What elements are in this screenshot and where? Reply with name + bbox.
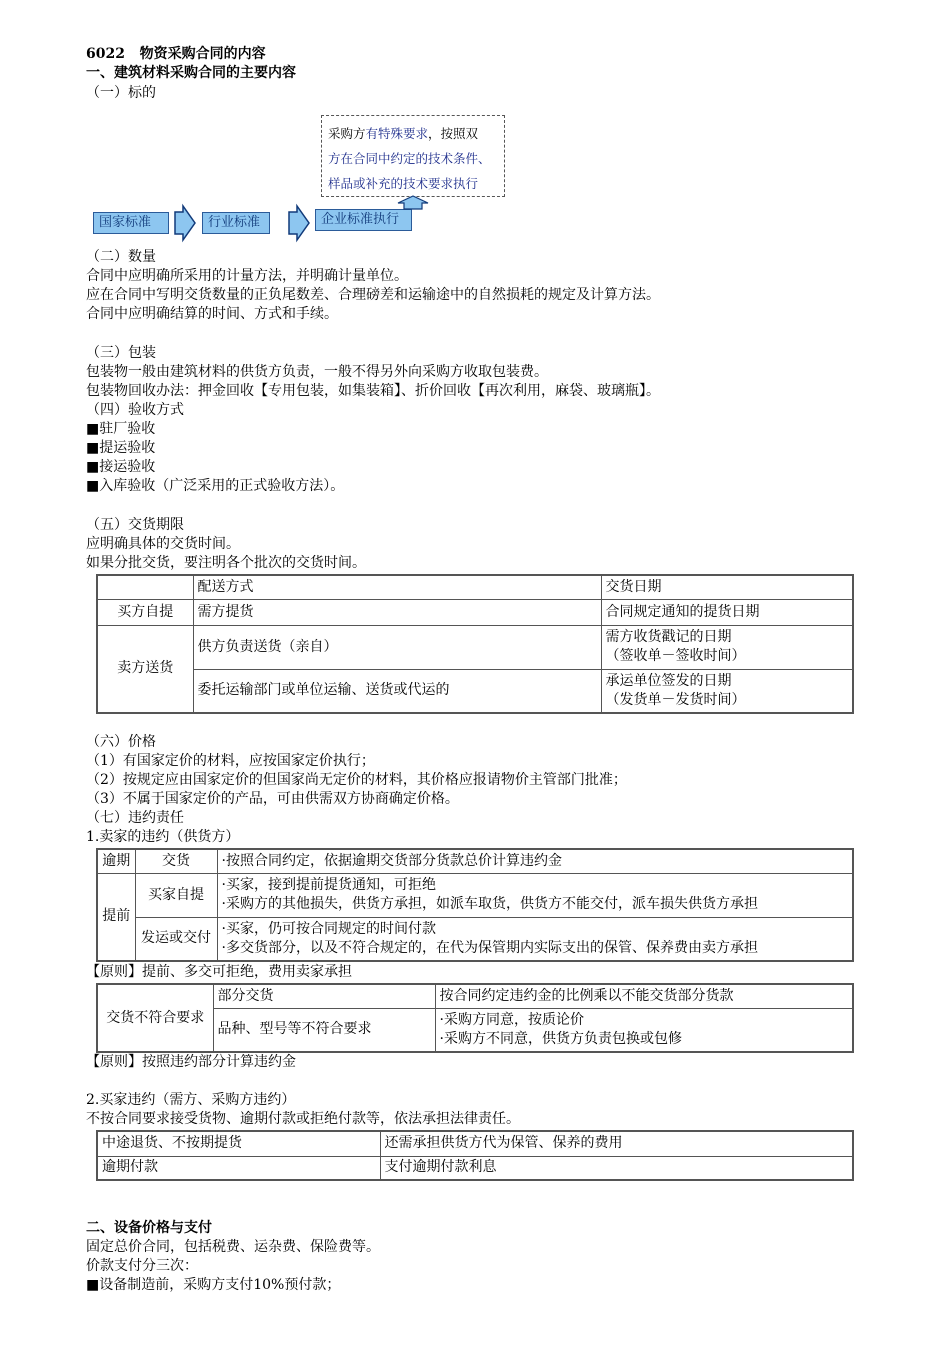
- right-arrow-icon: [175, 206, 195, 240]
- enterprise-standard-box: 企业标准执行: [315, 209, 412, 231]
- table-row: [97, 917, 853, 961]
- acceptance-item: ■驻厂验收: [86, 421, 156, 437]
- packing-line: 包装物一般由建筑材料的供货方负责，一般不得另外向采购方收取包装费。: [86, 364, 548, 380]
- price-line: （1）有国家定价的材料，应按国家定价执行；: [86, 753, 375, 769]
- table-row: [97, 984, 853, 1008]
- table-cell: [601, 625, 853, 669]
- diagram-arrows: [0, 0, 950, 260]
- table-row: [97, 599, 853, 625]
- buyer-breach-table: [96, 1130, 854, 1181]
- quantity-line: 合同中应明确所采用的计量方法，并明确计量单位。: [86, 268, 408, 284]
- subheading-subject: （一）标的: [86, 85, 156, 101]
- table-cell: 交货: [135, 849, 217, 873]
- table-row: [97, 849, 853, 873]
- table-cell: 品种、型号等不符合要求: [213, 1008, 435, 1052]
- table-cell: [217, 873, 853, 917]
- table-cell: [97, 575, 193, 599]
- table-cell: 供方负责送货（亲自）: [193, 625, 601, 669]
- equipment-item: ■设备制造前，采购方支付10%预付款；: [86, 1277, 341, 1293]
- table-header: 配送方式: [193, 575, 601, 599]
- subheading-acceptance: （四）验收方式: [86, 402, 184, 418]
- table-header: 交货日期: [601, 575, 853, 599]
- table-cell: 需方提货: [193, 599, 601, 625]
- price-line: （3）不属于国家定价的产品，可由供需双方协商确定价格。: [86, 791, 459, 807]
- table-cell: 按合同约定违约金的比例乘以不能交货部分货款: [435, 984, 853, 1008]
- acceptance-item: ■接运验收: [86, 459, 156, 475]
- note-text: 采购方: [328, 126, 366, 141]
- heading-1: 一、建筑材料采购合同的主要内容: [86, 65, 296, 81]
- buyer-breach-line: 不按合同要求接受货物、逾期付款或拒绝付款等，依法承担法律责任。: [86, 1111, 520, 1127]
- table-cell: 买方自提: [97, 599, 193, 625]
- right-arrow-icon: [289, 206, 309, 240]
- national-standard-box: 国家标准: [93, 212, 169, 234]
- table-cell: 卖方送货: [97, 625, 193, 713]
- table-row: [97, 575, 853, 599]
- packing-line: 包装物回收办法：押金回收【专用包装，如集装箱】、折价回收【再次利用，麻袋、玻璃瓶】。: [86, 383, 660, 399]
- table-cell: 合同规定通知的提货日期: [601, 599, 853, 625]
- cell-line: ·多交货部分，以及不符合规定的，在代为保管期内实际支出的保管、保养费由卖方承担: [221, 939, 758, 956]
- table-cell: 部分交货: [213, 984, 435, 1008]
- table-cell: ·按照合同约定，依据逾期交货部分货款总价计算违约金: [217, 849, 853, 873]
- price-line: （2）按规定应由国家定价的但国家尚无定价的材料，其价格应报请物价主管部门批准；: [86, 772, 627, 788]
- up-arrow-icon: [398, 196, 428, 209]
- delivery-line: 应明确具体的交货时间。: [86, 536, 240, 552]
- subheading-delivery: （五）交货期限: [86, 517, 184, 533]
- cell-line: ·采购方同意，按质论价: [439, 1011, 584, 1028]
- cell-line: ·采购方不同意，供货方负责包换或包修: [439, 1030, 682, 1047]
- section-code: 6022: [86, 46, 125, 62]
- quantity-line: 应在合同中写明交货数量的正负尾数差、合理磅差和运输途中的自然损耗的规定及计算方法。: [86, 287, 660, 303]
- principle-note: 【原则】提前、多交可拒绝，费用卖家承担: [86, 964, 352, 980]
- subheading-liability: （七）违约责任: [86, 810, 184, 826]
- table-row: [97, 1156, 853, 1180]
- table-cell: 买家自提: [135, 873, 217, 917]
- cell-line: 承运单位签发的日期: [605, 672, 732, 689]
- delivery-line: 如果分批交货，要注明各个批次的交货时间。: [86, 555, 366, 571]
- cell-line: 需方收货戳记的日期: [605, 629, 732, 645]
- heading-2: 二、设备价格与支付: [86, 1220, 212, 1236]
- cell-line: ·买家，仍可按合同规定的时间付款: [221, 920, 436, 937]
- cell-line: ·买家，接到提前提货通知，可拒绝: [221, 877, 436, 893]
- subheading-quantity: （二）数量: [86, 249, 156, 265]
- note-text: 样品或补充的技术要求执行: [328, 176, 479, 191]
- table-cell: 还需承担供货方代为保管、保养的费用: [380, 1131, 853, 1156]
- table-row: [97, 873, 853, 917]
- table-row: [97, 1131, 853, 1156]
- table-row: [97, 669, 853, 713]
- equipment-line: 固定总价合同，包括税费、运杂费、保险费等。: [86, 1239, 380, 1255]
- acceptance-item: ■入库验收（广泛采用的正式验收方法）。: [86, 478, 345, 494]
- seller-breach-title: 1.卖家的违约（供货方）: [86, 829, 240, 845]
- table-cell: 中途退货、不按期提货: [97, 1131, 380, 1156]
- acceptance-item: ■提运验收: [86, 440, 156, 456]
- table-cell: [435, 1008, 853, 1052]
- cell-line: （签收单－签收时间）: [605, 648, 746, 664]
- nonconforming-table: [96, 983, 854, 1053]
- industry-standard-box: 行业标准: [202, 212, 270, 234]
- note-text: ，按照双: [428, 126, 479, 141]
- table-cell: 委托运输部门或单位运输、送货或代运的: [193, 669, 601, 713]
- quantity-line: 合同中应明确结算的时间、方式和手续。: [86, 306, 338, 322]
- table-cell: 提前: [97, 873, 135, 961]
- table-cell: 逾期: [97, 849, 135, 873]
- table-cell: 逾期付款: [97, 1156, 380, 1180]
- table-cell: 发运或交付: [135, 917, 217, 961]
- table-cell: 支付逾期付款利息: [380, 1156, 853, 1180]
- note-text: 有特殊要求: [365, 126, 429, 141]
- table-cell: [601, 669, 853, 713]
- seller-breach-table: [96, 848, 854, 962]
- cell-line: （发货单－发货时间）: [605, 691, 746, 708]
- table-cell: 交货不符合要求: [97, 984, 213, 1052]
- delivery-table: [96, 574, 854, 714]
- cell-line: ·采购方的其他损失，供货方承担，如派车取货，供货方不能交付，派车损失供货方承担: [221, 896, 758, 912]
- subheading-price: （六）价格: [86, 734, 156, 750]
- buyer-breach-title: 2.买家违约（需方、采购方违约）: [86, 1092, 296, 1108]
- table-row: [97, 625, 853, 669]
- note-text: 方在合同中约定的技术条件、: [328, 151, 491, 166]
- principle-note: 【原则】按照违约部分计算违约金: [86, 1054, 296, 1070]
- equipment-line: 价款支付分三次：: [86, 1258, 198, 1274]
- table-cell: [217, 917, 853, 961]
- section-title: 物资采购合同的内容: [139, 46, 266, 62]
- subheading-packing: （三）包装: [86, 345, 156, 361]
